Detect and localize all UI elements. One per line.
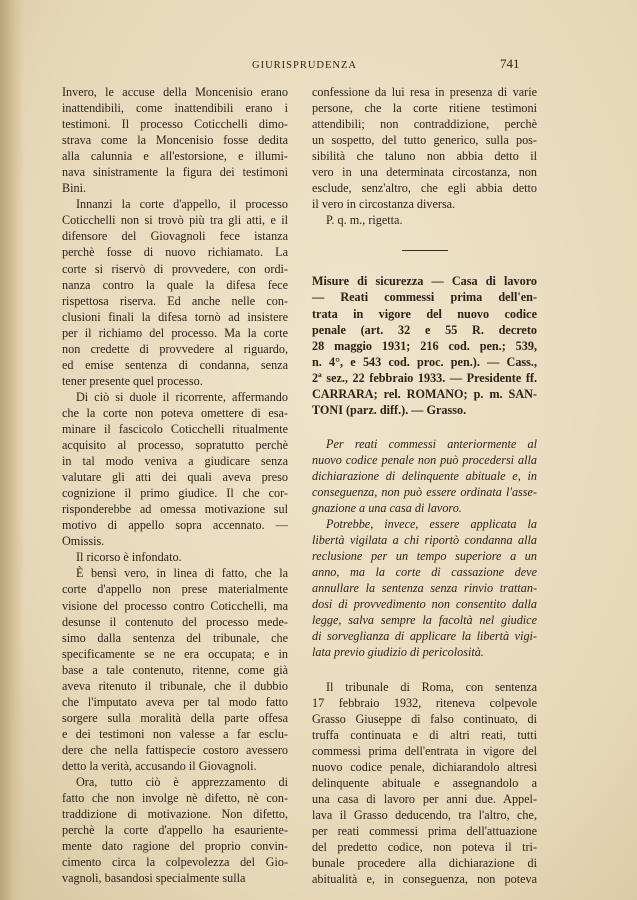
- text-line: alla calunnia e all'estorsione, e illumi-: [62, 149, 288, 164]
- text-line: e dei testimoni non valesse a far esclu-: [62, 726, 288, 741]
- text-line: fatto che non involge nè difetto, nè con-: [62, 791, 288, 806]
- text-line: Bini.: [62, 181, 87, 196]
- text-line: del predetto codice, non poteva il tri-: [312, 839, 537, 854]
- text-line: il vero in circostanza diversa.: [312, 197, 456, 212]
- text-line: visione del processo contro Coticchelli, ma: [62, 598, 288, 613]
- text-line: nanza contro la quale la difesa fece: [62, 277, 288, 292]
- text-line: reclusione per un tempo superiore a un: [312, 549, 537, 564]
- text-line: motivo di appello sopra accennato. —: [62, 518, 288, 533]
- right-column: [312, 84, 537, 887]
- text-line: clusioni finali la difesa tornò ad insistere: [62, 309, 288, 324]
- text-line: cognizione il primo giudice. Il che cor-: [62, 486, 288, 501]
- text-line: specificamente se ne era occupata; e in: [62, 646, 288, 661]
- page-number: 741: [500, 56, 520, 71]
- text-line: Per reati commessi anteriormente al: [326, 436, 537, 451]
- text-line: rispettosa riserva. Ed anche nelle con-: [62, 293, 288, 308]
- text-line: bunale procedere alla dichiarazione di: [312, 856, 537, 871]
- text-line: attendibili; non contraddizione, perchè: [312, 117, 537, 132]
- text-line: Misure di sicurezza — Casa di lavoro: [312, 274, 537, 289]
- page-binding-shadow: [0, 0, 24, 900]
- text-line: Omissis.: [62, 534, 105, 549]
- text-line: non credette di provvedere al riguardo,: [62, 341, 288, 356]
- text-line: perchè la corte d'appello ha esauriente-: [62, 823, 288, 838]
- text-line: che l'imputato aveva per tal modo fatto: [62, 694, 288, 709]
- text-line: CARRARA; rel. ROMANO; p. m. SAN-: [312, 386, 537, 401]
- text-line: TONI (parz. diff.). — Grasso.: [312, 402, 467, 417]
- text-line: truffa continuata e di altri reati, tutti: [312, 727, 537, 742]
- text-line: valutare gli atti dei quali aveva preso: [62, 470, 288, 485]
- text-line: Innanzi la corte d'appello, il processo: [76, 197, 288, 212]
- text-line: ed emise sentenza di condanna, senza: [62, 357, 288, 372]
- text-line: mente dato ragione del proprio convin-: [62, 839, 288, 854]
- text-line: anno, ma la corte di cassazione deve: [312, 565, 537, 580]
- text-line: Il ricorso è infondato.: [76, 550, 182, 565]
- text-line: confessione da lui resa in presenza di varie: [312, 85, 537, 99]
- text-line: dosi di provvedimento non consentito dalla: [312, 597, 537, 612]
- text-line: gnazione a una casa di lavoro.: [312, 501, 462, 516]
- text-line: minare il fascicolo Coticchelli ritualmente: [62, 421, 288, 436]
- text-line: lava il Grasso deducendo, tra l'altro, che,: [312, 807, 537, 822]
- text-line: trata in vigore del nuovo codice: [312, 306, 537, 321]
- text-line: per reati commessi prima dell'attuazione: [312, 823, 537, 838]
- section-separator: [402, 250, 448, 251]
- text-line: dere che nella fattispecie costoro avessero: [62, 742, 288, 757]
- text-line: detto la verità, accusando il Giovagnoli.: [62, 758, 257, 773]
- text-line: vero in una determinata circostanza, non: [312, 165, 537, 180]
- case-body: [312, 679, 537, 888]
- right-column-conclusion: [312, 84, 537, 228]
- text-line: per il richiamo del processo. Ma la corte: [62, 325, 288, 340]
- text-line: traddizione di motivazione. Non difetto,: [62, 807, 288, 822]
- running-head: GIURISPRUDENZA: [252, 60, 358, 71]
- text-line: conseguenza, non può essere ordinata l'asse-: [312, 484, 537, 499]
- text-line: vagnoli, basandosi specialmente sulla: [62, 871, 246, 886]
- text-line: Coticchelli non si trovò più tra gli atti, e il: [62, 213, 288, 228]
- text-line: Grasso Giuseppe di falso continuato, di: [312, 711, 537, 726]
- text-line: testimoni. Il processo Coticchelli dimo-: [62, 117, 288, 132]
- text-line: esclude, senz'altro, che egli abbia detto: [312, 181, 537, 196]
- text-line: nuovo codice penale non può procedersi alla: [312, 452, 537, 467]
- text-line: che la corte non poteva omettere di esa-: [62, 405, 288, 420]
- text-line: È bensì vero, in linea di fatto, che la: [76, 566, 288, 581]
- text-line: penale (art. 32 e 55 R. decreto: [312, 322, 537, 337]
- text-line: dichiarazione di delinquente abituale e, in: [312, 468, 537, 483]
- text-line: corte d'appello non prese materialmente: [62, 582, 288, 597]
- text-line: Il tribunale di Roma, con sentenza: [326, 679, 537, 694]
- text-line: risponderebbe ad omessa motivazione sul: [62, 502, 288, 517]
- text-line: legge, salva sempre la facoltà nel giudice: [312, 613, 537, 628]
- case-heading: [312, 273, 537, 417]
- text-line: una casa di lavoro per anni due. Appel-: [312, 791, 537, 806]
- text-line: sorgere sulla moralità della parte offesa: [62, 710, 288, 725]
- text-line: un sospetto, del tutto generico, sulla pos-: [312, 133, 537, 148]
- text-line: nuovo codice penale, dichiarandolo altresì: [312, 759, 537, 774]
- text-line: cimento circa la colpevolezza del Gio-: [62, 855, 288, 870]
- left-column: [62, 84, 288, 886]
- text-line: n. 4°, e 543 cod. proc. pen.). — Cass.,: [312, 354, 537, 369]
- text-line: strava come la Moncenisio fosse dedita: [62, 133, 288, 148]
- text-line: libertà vigilata a chi riportò condanna alla: [312, 533, 537, 548]
- text-line: 2ª sez., 22 febbraio 1933. — Presidente ff.: [312, 370, 537, 385]
- text-line: annullare la sentenza senza rinvio trattan-: [312, 581, 537, 596]
- case-maxim: [312, 436, 537, 661]
- text-line: 28 maggio 1931; 216 cod. pen.; 539,: [312, 338, 537, 353]
- text-line: sibilità che taluno non abbia detto il: [312, 149, 537, 164]
- text-line: delinquente abituale e assegnandolo a: [312, 775, 537, 790]
- text-line: corte si riservò di provvedere, con ordi-: [62, 261, 288, 276]
- text-line: — Reati commessi prima dell'en-: [312, 290, 537, 305]
- text-line: commessi prima dell'entrata in vigore del: [312, 743, 537, 758]
- text-line: Potrebbe, invece, essere applicata la: [326, 517, 537, 532]
- text-line: lata previo giudizio di pericolosità.: [312, 645, 484, 660]
- text-line: abitualità e, in conseguenza, non poteva: [312, 872, 537, 887]
- text-line: perchè fosse di nuovo richiamato. La: [62, 245, 288, 260]
- text-line: nava sinistramente la figura dei testimoni: [62, 165, 288, 180]
- text-line: Di ciò si duole il ricorrente, affermando: [76, 389, 288, 404]
- text-line: 17 febbraio 1932, riteneva colpevole: [312, 695, 537, 710]
- text-line: P. q. m., rigetta.: [326, 213, 403, 228]
- text-line: inattendibili, come inattendibili erano i: [62, 101, 288, 116]
- text-line: persone, che la corte ritiene testimoni: [312, 101, 537, 116]
- text-line: tener presente quel processo.: [62, 373, 203, 388]
- text-line: desunse il contenuto del processo mede-: [62, 614, 288, 629]
- text-line: Ora, tutto ciò è apprezzamento di: [76, 775, 288, 790]
- text-line: base a tale contenuto, ritenne, come già: [62, 662, 288, 677]
- text-line: Invero, le accuse della Moncenisio erano: [62, 85, 288, 99]
- page-header: [62, 58, 582, 74]
- text-line: acquisito al processo, sopratutto perchè: [62, 438, 288, 453]
- text-line: in tal modo veniva a giudicare senza: [62, 454, 288, 469]
- text-line: simo dalla sentenza del tribunale, che: [62, 630, 288, 645]
- text-line: difensore del Giovagnoli fece istanza: [62, 229, 288, 244]
- text-line: di sorveglianza di applicare la libertà vigi-: [312, 629, 537, 644]
- text-line: aveva ritenuto il tribunale, che il dubbio: [62, 678, 288, 693]
